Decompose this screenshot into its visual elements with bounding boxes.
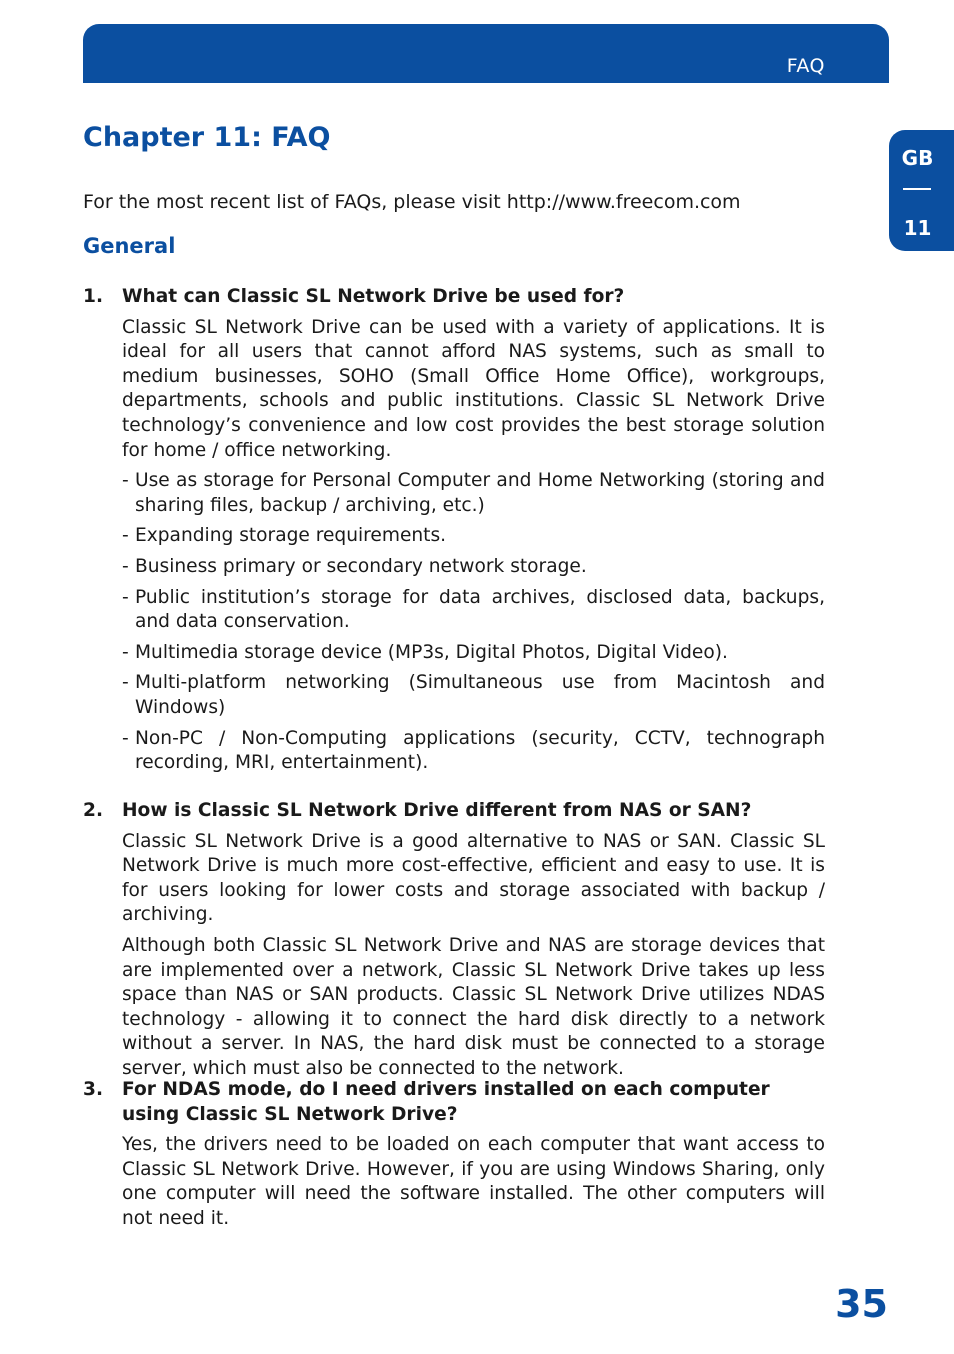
header-bar (83, 24, 889, 83)
faq-answer-paragraph: Although both Classic SL Network Drive and NAS are storage devices that are implemented over a network, Classic SL Network Drive takes up less space than NAS or SAN products. Classic SL Network Drive utilizes NDAS technology - allowing it to connect the hard disk directly to a network without a server. In NAS, the hard disk must be connected to a storage server, which must also be connected to the network. (122, 934, 825, 1079)
chapter-side-tab (889, 130, 954, 251)
list-item: - Use as storage for Personal Computer and Home Networking (storing and sharing files, backup / archiving, etc.) (122, 469, 825, 518)
language-code: GB (901, 146, 934, 170)
faq-number: 1. (83, 286, 104, 307)
list-item: - Expanding storage requirements. (122, 524, 825, 549)
faq-question-text: What can Classic SL Network Drive be used for? (122, 286, 625, 307)
faq-question-text: How is Classic SL Network Drive different from NAS or SAN? (122, 800, 752, 821)
faq-answer-paragraph: Yes, the drivers need to be loaded on each computer that want access to Classic SL Network Drive. However, if you are using Windows Sharing, only one computer will need the software installed. The other computers will not need it. (122, 1134, 825, 1229)
faq-question (83, 799, 825, 824)
faq-number: 3. (83, 1079, 104, 1100)
page-number: 35 (835, 1282, 888, 1326)
list-item: - Multi-platform networking (Simultaneous use from Macintosh and Windows) (122, 671, 825, 720)
use-case-list (122, 469, 825, 776)
faq-answer-paragraph: Classic SL Network Drive is a good alternative to NAS or SAN. Classic SL Network Drive is much more cost-effective, efficient and easy to use. It is for users looking for lower costs and storage associated with backup / archiving. (122, 830, 825, 926)
faq-item-1 (83, 285, 825, 782)
faq-question (83, 1078, 825, 1127)
faq-question-text: For NDAS mode, do I need drivers installed on each computer using Classic SL Network Drive? (122, 1079, 770, 1125)
list-item: - Non-PC / Non-Computing applications (security, CCTV, technograph recording, MRI, entertainment). (122, 727, 825, 776)
faq-item-2 (83, 799, 825, 1088)
intro-text: For the most recent list of FAQs, please visit http://www.freecom.com (83, 191, 741, 213)
faq-number: 2. (83, 800, 104, 821)
chapter-number: 11 (903, 216, 932, 240)
list-item: - Business primary or secondary network storage. (122, 555, 825, 580)
header-label: FAQ (786, 55, 825, 77)
tab-divider (903, 188, 931, 190)
faq-item-3 (83, 1078, 825, 1238)
faq-answer-paragraph: Classic SL Network Drive can be used with a variety of applications. It is ideal for all users that cannot afford NAS systems, such as small to medium businesses, SOHO (Small Office Home Office), workgroups, departments, schools and public institutions. Classic SL Network Drive technology’s convenience and low cost provides the best storage solution for home / office networking. (122, 316, 825, 461)
faq-question (83, 285, 825, 310)
list-item: - Public institution’s storage for data archives, disclosed data, backups, and data conservation. (122, 586, 825, 635)
list-item: - Multimedia storage device (MP3s, Digital Photos, Digital Video). (122, 641, 825, 666)
chapter-title: Chapter 11: FAQ (83, 122, 331, 153)
section-title: General (83, 234, 176, 258)
